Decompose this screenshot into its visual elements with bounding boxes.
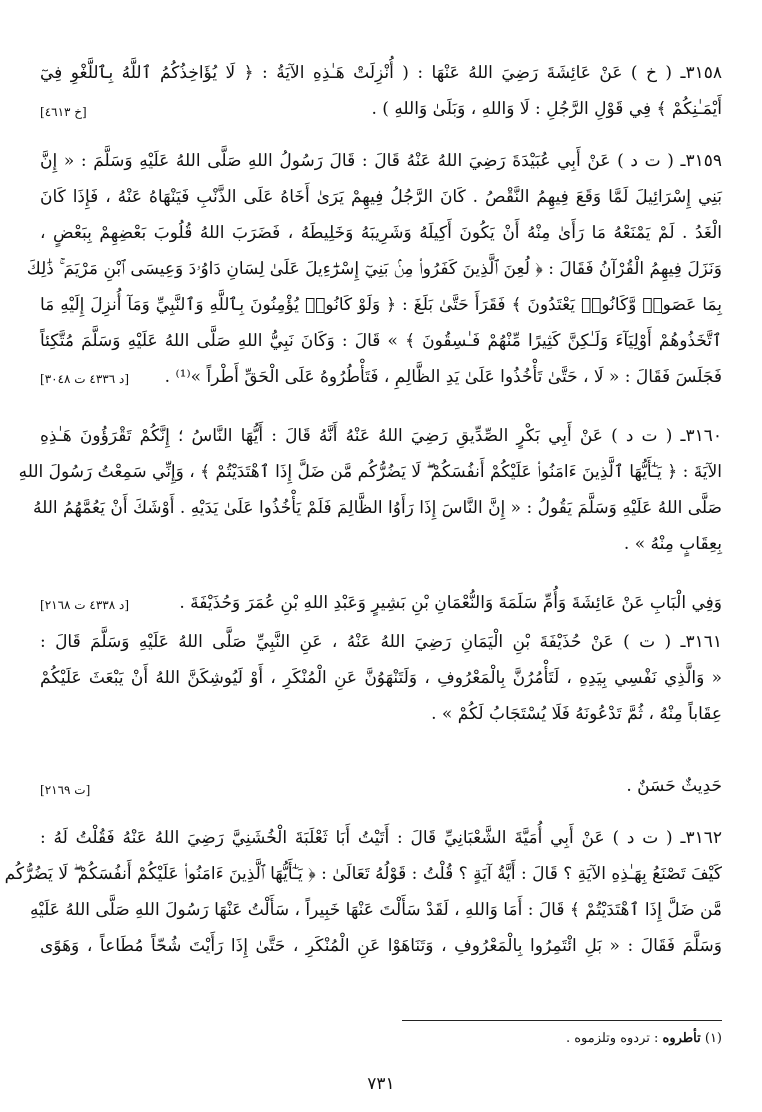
hadith-3161-line: ٣١٦١ـ ( ت ) عَنْ حُذَيْفَةَ بْنِ الْيَمَانِ رَضِيَ اللهُ عَنْهُ ، عَنِ النَّبِيِّ صَلَّى اللهُ عَلَيْهِ وَسَلَّمَ قَالَ : (40, 632, 722, 652)
hadith-3160-line: بِعِقَابٍ مِنْهُ » . (623, 534, 722, 554)
hadith-3158-line: ٣١٥٨ـ ( خ ) عَنْ عَائِشَةَ رَضِيَ اللهُ عَنْهَا : ( أُنْزِلَتْ هَـٰذِهِ الآيَةُ : ﴿ لَا يُؤَاخِذُكُمُ ٱللَّهُ بِٱللَّغْوِ فِيٓ (40, 63, 722, 83)
footnote-definition: : تردوه وتلزموه . (565, 1031, 659, 1046)
footnote-separator (402, 1020, 722, 1021)
hadith-3159-line: وَنَزَلَ فِيهِمُ الْقُرْآنُ فَقَالَ : ﴿ لُعِنَ ٱلَّذِينَ كَفَرُوا۟ مِنۢ بَنِيٓ إِسْرَٰٓءِيلَ عَلَىٰ لِسَانِ دَاوُۥدَ وَعِيسَى ٱبْنِ مَرْيَمَ ۚ ذَٰلِكَ (26, 259, 722, 279)
hadith-3162-line: وَسَلَّمَ فَقَالَ : « بَلِ ائْتَمِرُوا بِالْمَعْرُوفِ ، وَتَنَاهَوْا عَنِ الْمُنْكَرِ ، حَتَّىٰ إِذَا رَأَيْتَ شُحّاً مُطَاعاً ، وَهَوًى (40, 936, 722, 956)
bab-note-reference: [د ٤٣٣٨ ت ٢١٦٨] (40, 598, 130, 612)
hadith-3161-reference: [ت ٢١٦٩] (40, 783, 91, 797)
footnote-term: تأطروه (662, 1031, 701, 1046)
hadith-3159-line: بَنِي إِسْرَائِيلَ لَمَّا وَقَعَ فِيهِمُ النَّقْصُ . كَانَ الرَّجُلُ فِيهِمْ يَرَىٰ أَخَاهُ عَلَى الذَّنْبِ فَيَنْهَاهُ عَنْهُ ، فَإِذَا كَانَ (40, 187, 722, 207)
hadith-3162-line: ٣١٦٢ـ ( ت د ) عَنْ أَبِي أُمَيَّةَ الشَّعْبَانِيِّ قَالَ : أَتَيْتُ أَبَا ثَعْلَبَةَ الْخُشَنِيَّ رَضِيَ اللهُ عَنْهُ فَقُلْتُ لَهُ : (40, 828, 722, 848)
hadith-3161-grade: حَدِيثٌ حَسَنٌ . (626, 776, 722, 796)
bab-note: وَفِي الْبَابِ عَنْ عَائِشَةَ وَأُمِّ سَلَمَةَ وَالنُّعْمَانِ بْنِ بَشِيرٍ وَعَبْدِ اللهِ بْنِ عُمَرَ وَحُذَيْفَةَ . (179, 593, 722, 613)
hadith-3162-line: كَيْفَ تَصْنَعُ بِهَـٰذِهِ الآيَةِ ؟ قَالَ : أَيَّةُ آيَةٍ ؟ قُلْتُ : قَوْلُهُ تَعَالَىٰ : ﴿ يَـٰٓأَيُّهَا ٱلَّذِينَ ءَامَنُوا۟ عَلَيْكُمْ أَنفُسَكُمْ ۖ لَا يَضُرُّكُم (4, 864, 722, 884)
hadith-3162-line: مَّن ضَلَّ إِذَا ٱهْتَدَيْتُمْ ﴾ قَالَ : أَمَا وَاللهِ ، لَقَدْ سَأَلْتَ عَنْهَا خَبِيراً ، سَأَلْتُ عَنْهَا رَسُولَ اللهِ صَلَّى اللهُ عَلَيْهِ (29, 900, 722, 920)
page-number: ٧٣١ (367, 1074, 395, 1094)
hadith-3159-reference: [د ٤٣٣٦ ت ٣٠٤٨] (40, 372, 130, 386)
hadith-3159-line: ٣١٥٩ـ ( ت د ) عَنْ أَبِي عُبَيْدَةَ رَضِيَ اللهُ عَنْهُ قَالَ : قَالَ رَسُولُ اللهِ صَلَّى اللهُ عَلَيْهِ وَسَلَّمَ : « إِنَّ (40, 151, 722, 171)
footnote-number: (١) (704, 1031, 722, 1046)
hadith-3159-line: ٱتَّخَذُوهُمْ أَوْلِيَآءَ وَلَـٰكِنَّ كَثِيرًا مِّنْهُمْ فَـٰسِقُونَ ﴾ » قَالَ : وَكَانَ نَبِيُّ اللهِ صَلَّى اللهُ عَلَيْهِ وَسَلَّمَ مُتَّكِئاً (40, 331, 722, 351)
footnote (566, 1028, 722, 1050)
hadith-3160-line: صَلَّى اللهُ عَلَيْهِ وَسَلَّمَ يَقُولُ : « إِنَّ النَّاسَ إِذَا رَأَوُا الظَّالِمَ فَلَمْ يَأْخُذُوا عَلَىٰ يَدَيْهِ . أَوْشَكَ أَنْ يَعُمَّهُمُ اللهُ (33, 498, 722, 518)
hadith-3161-line: « وَالَّذِي نَفْسِي بِيَدِهِ ، لَتَأْمُرُنَّ بِالْمَعْرُوفِ ، وَلَتَنْهَوُنَّ عَنِ الْمُنْكَرِ ، أَوْ لَيُوشِكَنَّ اللهُ أَنْ يَبْعَثَ عَلَيْكُمْ (40, 668, 722, 688)
hadith-3160-line: ٣١٦٠ـ ( ت د ) عَنْ أَبِي بَكْرٍ الصِّدِّيقِ رَضِيَ اللهُ عَنْهُ أَنَّهُ قَالَ : أَيُّهَا النَّاسُ ؛ إِنَّكُمْ تَقْرَؤُونَ هَـٰذِهِ (40, 426, 722, 446)
hadith-3158-line: أَيْمَـٰنِكُمْ ﴾ فِي قَوْلِ الرَّجُلِ : لَا وَاللهِ ، وَبَلَىٰ وَاللهِ ) . (371, 99, 722, 119)
hadith-3160-line: الآيَةَ : ﴿ يَـٰٓأَيُّهَا ٱلَّذِينَ ءَامَنُوا۟ عَلَيْكُمْ أَنفُسَكُمْ ۖ لَا يَضُرُّكُم مَّن ضَلَّ إِذَا ٱهْتَدَيْتُمْ ﴾ ، وَإِنِّي سَمِعْتُ رَسُولَ اللهِ (18, 462, 722, 482)
hadith-3159-line: الْغَدُ . لَمْ يَمْنَعْهُ مَا رَأَىٰ مِنْهُ أَنْ يَكُونَ أَكِيلَهُ وَشَرِيبَهُ وَخَلِيطَهُ ، فَضَرَبَ اللهُ قُلُوبَ بَعْضِهِمْ بِبَعْضٍ ، (40, 223, 722, 243)
hadith-3159-line: فَجَلَسَ فَقَالَ : « لَا ، حَتَّىٰ تَأْخُذُوا عَلَىٰ يَدِ الظَّالِمِ ، فَتَأْطُرُوهُ عَلَى الْحَقِّ أَطْراً »⁽¹⁾ . (164, 367, 722, 387)
hadith-3158-reference: [خ ٤٦١٣] (40, 105, 87, 119)
hadith-3161-line: عِقَاباً مِنْهُ ، ثُمَّ تَدْعُونَهُ فَلَا يُسْتَجَابُ لَكُمْ » . (431, 704, 722, 724)
hadith-3159-line: بِمَا عَصَوا۟ وَّكَانُوا۟ يَعْتَدُونَ ﴾ فَقَرَأَ حَتَّىٰ بَلَغَ : ﴿ وَلَوْ كَانُوا۟ يُؤْمِنُونَ بِٱللَّهِ وَٱلنَّبِيِّ وَمَآ أُنزِلَ إِلَيْهِ مَا (40, 295, 722, 315)
